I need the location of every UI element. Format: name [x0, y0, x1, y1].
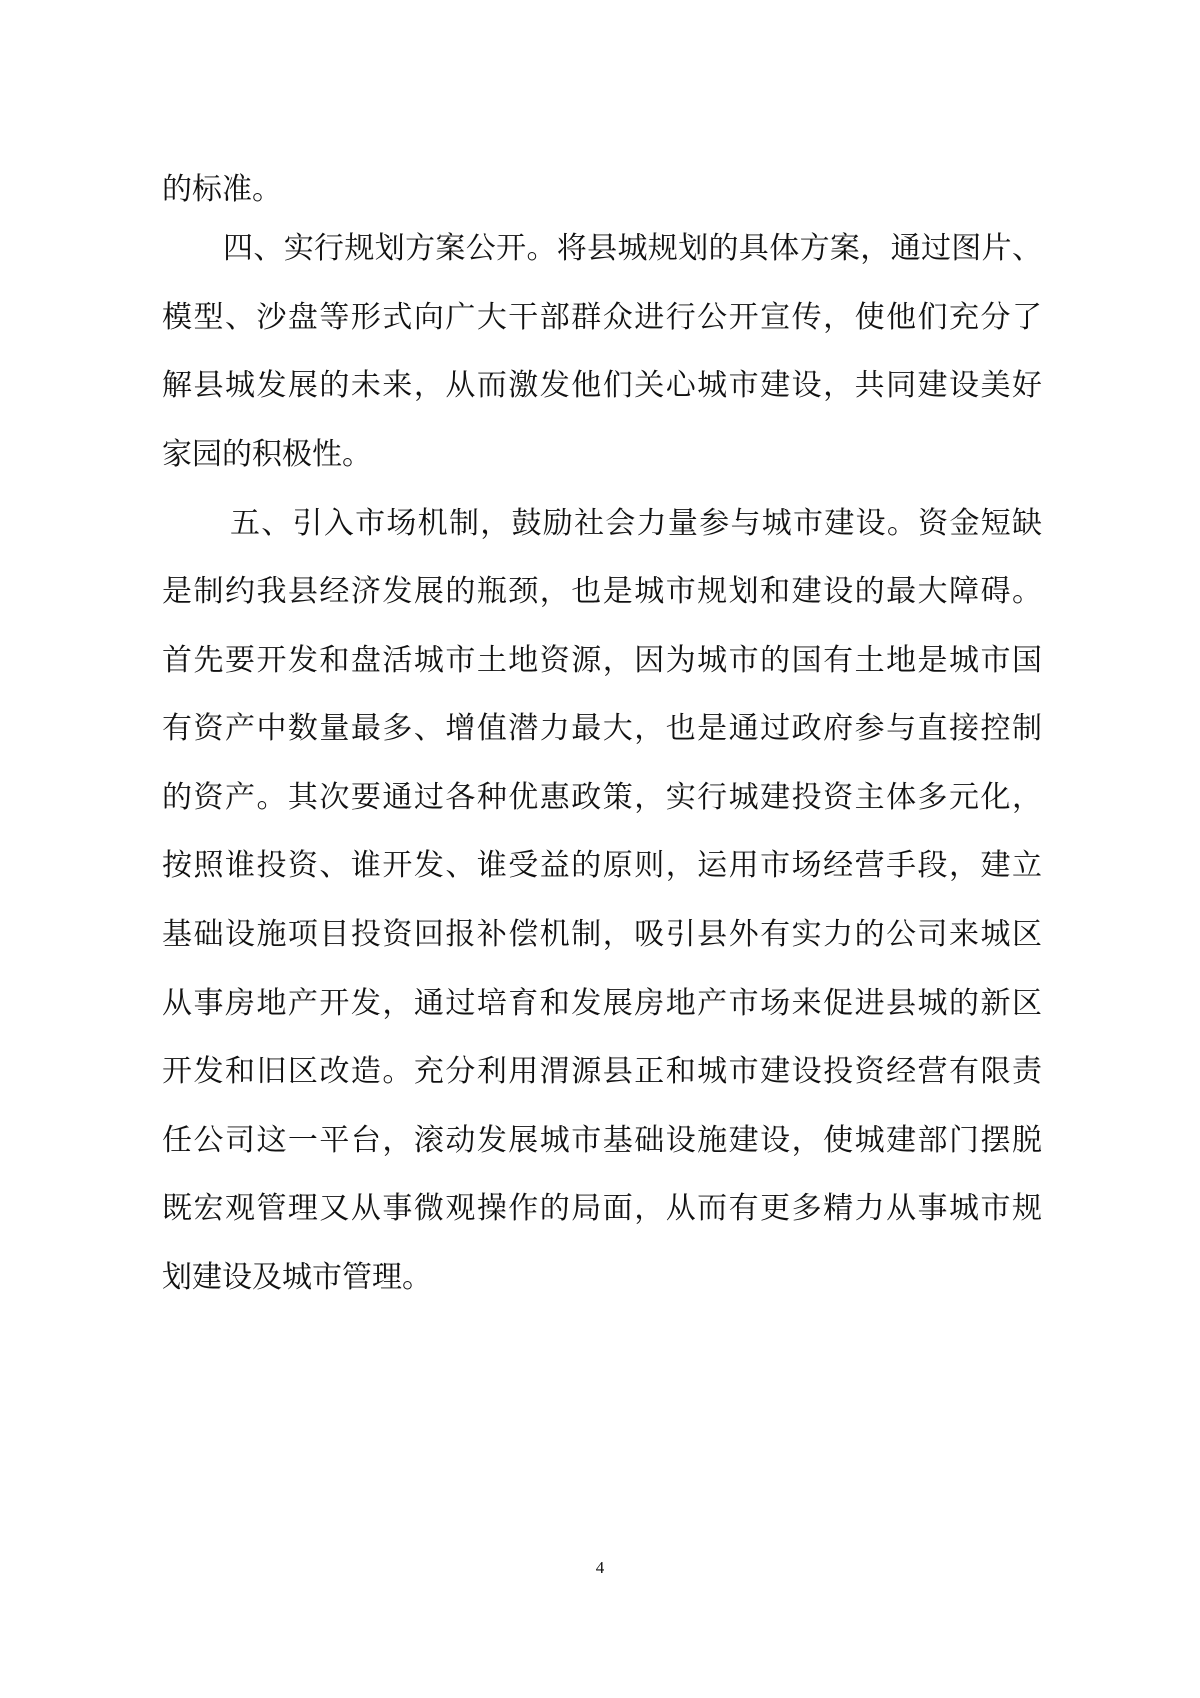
paragraph-line: 四、实行规划方案公开。将县城规划的具体方案，通过图片、 [223, 231, 1042, 266]
paragraph-line: 解县城发展的未来，从而激发他们关心城市建设，共同建设美好 [162, 368, 1042, 403]
paragraph-line: 的标准。 [162, 172, 282, 207]
paragraph-line: 任公司这一平台，滚动发展城市基础设施建设，使城建部门摆脱 [162, 1123, 1042, 1158]
paragraph-line: 首先要开发和盘活城市土地资源，因为城市的国有土地是城市国 [162, 643, 1042, 678]
paragraph-line: 既宏观管理又从事微观操作的局面，从而有更多精力从事城市规 [162, 1191, 1042, 1226]
paragraph-line: 家园的积极性。 [162, 437, 372, 472]
paragraph-line: 模型、沙盘等形式向广大干部群众进行公开宣传，使他们充分了 [162, 300, 1042, 335]
paragraph-line: 的资产。其次要通过各种优惠政策，实行城建投资主体多元化， [162, 780, 1042, 815]
paragraph-line: 开发和旧区改造。充分利用渭源县正和城市建设投资经营有限责 [162, 1054, 1042, 1089]
paragraph-line: 划建设及城市管理。 [162, 1260, 432, 1295]
paragraph-line: 从事房地产开发，通过培育和发展房地产市场来促进县城的新区 [162, 986, 1042, 1021]
paragraph-line: 五、引入市场机制，鼓励社会力量参与城市建设。资金短缺 [230, 506, 1042, 541]
paragraph-line: 有资产中数量最多、增值潜力最大，也是通过政府参与直接控制 [162, 711, 1042, 746]
page-number: 4 [595, 1558, 605, 1577]
paragraph-line: 按照谁投资、谁开发、谁受益的原则，运用市场经营手段，建立 [162, 848, 1042, 883]
paragraph-line: 是制约我县经济发展的瓶颈，也是城市规划和建设的最大障碍。 [162, 574, 1042, 609]
paragraph-line: 基础设施项目投资回报补偿机制，吸引县外有实力的公司来城区 [162, 917, 1042, 952]
